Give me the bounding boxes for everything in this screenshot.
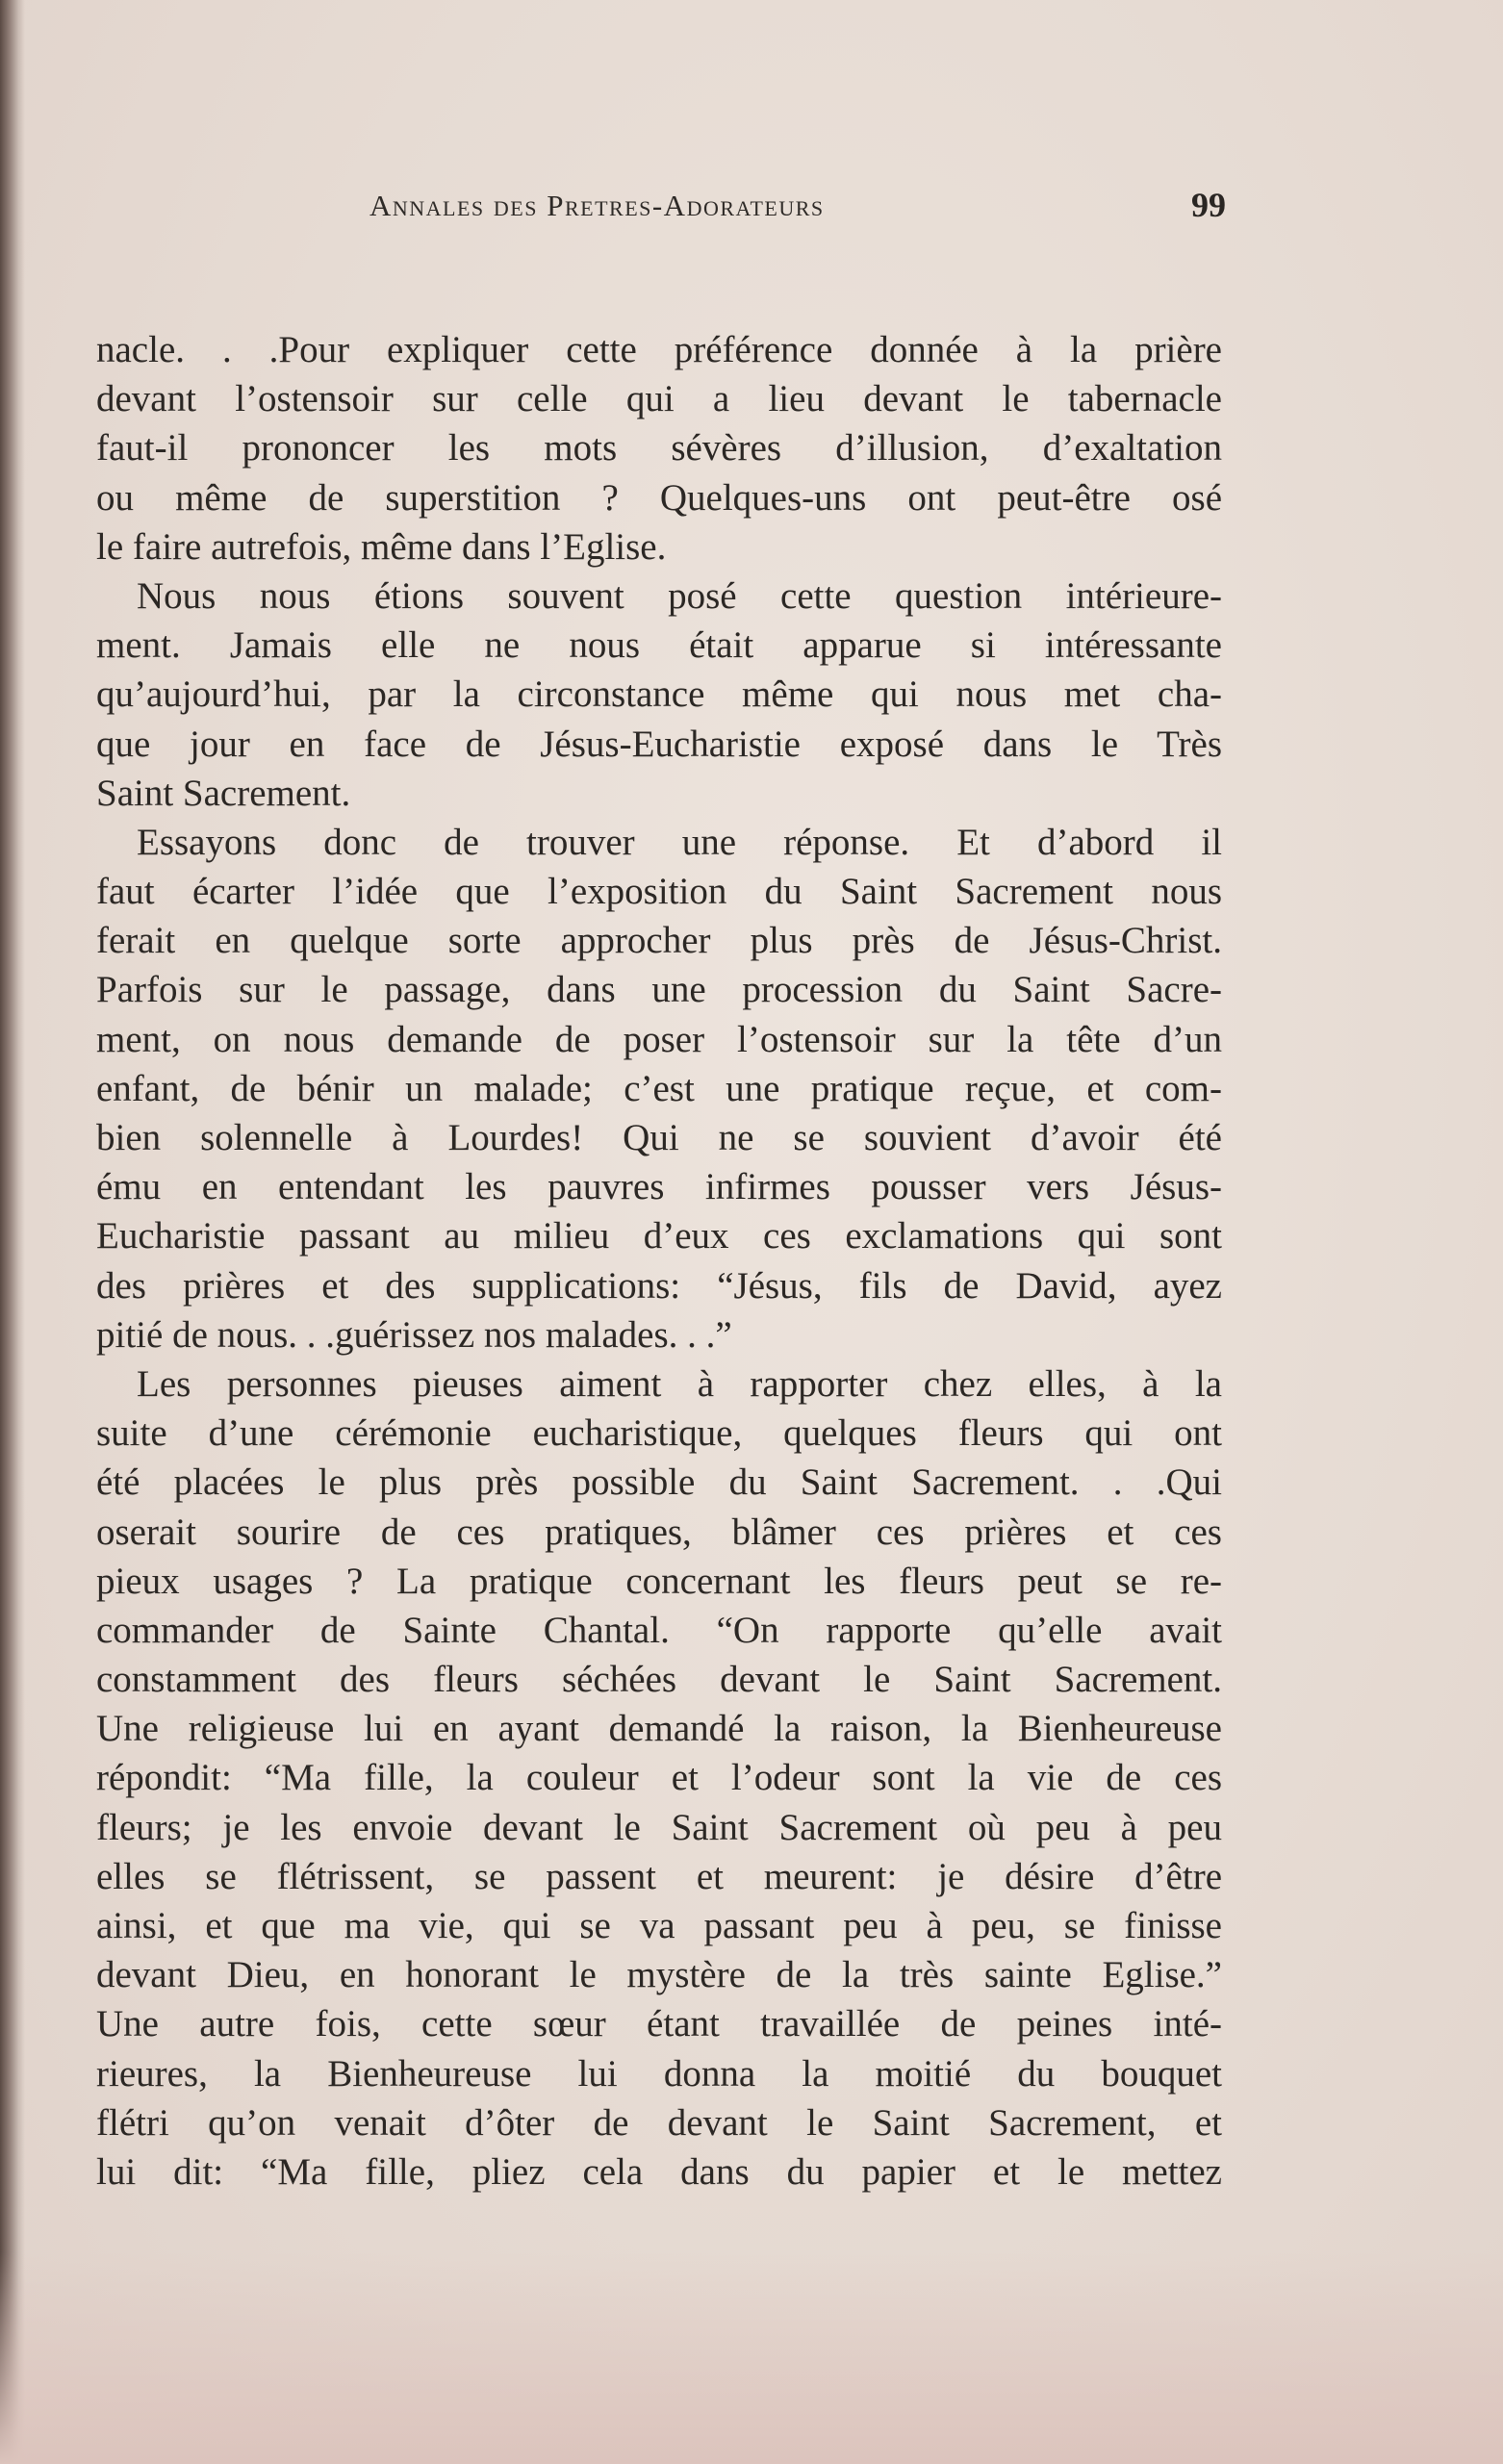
book-binding-shadow [0,0,25,2464]
text-line: oserait sourire de ces pratiques, blâmer ces prières et ces [96,1511,1222,1553]
text-line: faut écarter l’idée que l’exposition du Saint Sacrement nous [96,871,1222,913]
text-line: faut-il prononcer les mots sévères d’illusion, d’exaltation [96,427,1222,470]
page-bottom-tint [0,2252,1503,2464]
text-line: Une religieuse lui en ayant demandé la raison, la Bienheureuse [96,1708,1222,1750]
text-line: fleurs; je les envoie devant le Saint Sacrement où peu à peu [96,1806,1222,1848]
running-title: Annales des Pretres-Adorateurs [369,189,825,222]
text-line: pieux usages ? La pratique concernant les fleurs peut se re- [96,1560,1222,1602]
paragraph-first-line: Les personnes pieuses aiment à rapporter chez elles, à la [137,1362,1222,1405]
text-line: ou même de superstition ? Quelques-uns ont peut-être osé [96,476,1222,519]
text-line: répondit: “Ma fille, la couleur et l’odeur sont la vie de ces [96,1757,1222,1799]
text-line: pitié de nous. . .guérissez nos malades. . .” [96,1313,732,1356]
text-line: qu’aujourd’hui, par la circonstance même qui nous met cha- [96,673,1222,716]
text-line: lui dit: “Ma fille, pliez cela dans du papier et le mettez [96,2150,1222,2193]
text-line: le faire autrefois, même dans l’Eglise. [96,525,667,568]
text-line: Parfois sur le passage, dans une procession du Saint Sacre- [96,969,1222,1011]
text-line: bien solennelle à Lourdes! Qui ne se souvient d’avoir été [96,1117,1222,1158]
text-line: Une autre fois, cette sœur étant travaillée de peines inté- [96,2003,1222,2045]
text-line: Eucharistie passant au milieu d’eux ces exclamations qui sont [96,1215,1222,1257]
text-line: commander de Sainte Chantal. “On rapporte qu’elle avait [96,1609,1222,1651]
text-line: ému en entendant les pauvres infirmes pousser vers Jésus- [96,1166,1222,1208]
text-line: ment, on nous demande de poser l’ostensoir sur la tête d’un [96,1018,1222,1060]
text-line: été placées le plus près possible du Saint Sacrement. . .Qui [96,1461,1222,1504]
text-line: enfant, de bénir un malade; c’est une pratique reçue, et com- [96,1067,1222,1109]
page-header [369,186,1226,235]
text-line: nacle. . .Pour expliquer cette préférence donnée à la prière [96,329,1222,370]
page-number: 99 [1191,186,1226,224]
text-line: que jour en face de Jésus-Eucharistie exposé dans le Très [96,723,1222,765]
text-line: ainsi, et que ma vie, qui se va passant peu à peu, se finisse [96,1905,1222,1946]
text-line: des prières et des supplications: “Jésus, fils de David, ayez [96,1264,1222,1307]
text-line: flétri qu’on venait d’ôter de devant le Saint Sacrement, et [96,2101,1222,2144]
text-line: constamment des fleurs séchées devant le Saint Sacrement. [96,1659,1222,1701]
text-line: ment. Jamais elle ne nous était apparue si intéressante [96,624,1222,667]
text-line: suite d’une cérémonie eucharistique, quelques fleurs qui ont [96,1412,1222,1455]
paragraph-first-line: Essayons donc de trouver une réponse. Et d’abord il [137,821,1222,863]
text-line: elles se flétrissent, se passent et meurent: je désire d’être [96,1855,1222,1897]
text-line: devant l’ostensoir sur celle qui a lieu devant le tabernacle [96,378,1222,420]
paragraph-first-line: Nous nous étions souvent posé cette question intérieure- [137,574,1222,617]
text-line: Saint Sacrement. [96,772,351,814]
text-line: ferait en quelque sorte approcher plus près de Jésus-Christ. [96,920,1222,962]
text-line: rieures, la Bienheureuse lui donna la moitié du bouquet [96,2052,1222,2095]
body-text [96,325,1222,2197]
text-line: devant Dieu, en honorant le mystère de la très sainte Eglise.” [96,1954,1222,1996]
